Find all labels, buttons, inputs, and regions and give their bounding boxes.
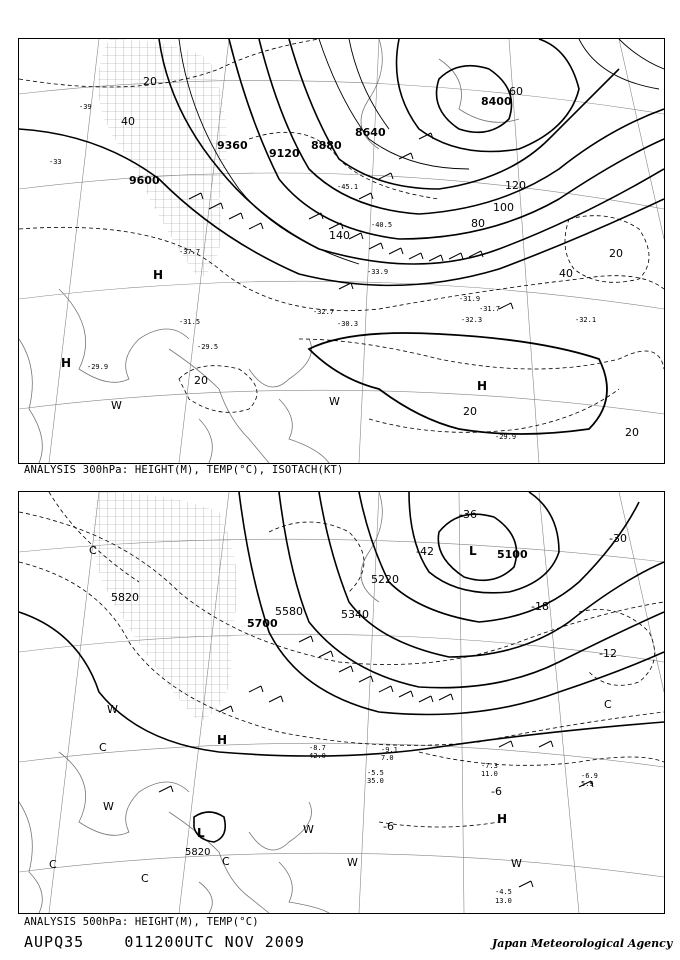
cold-center: C [89, 544, 97, 557]
height-label-9600: 9600 [129, 174, 160, 187]
station-temp: -8.7 [309, 744, 326, 752]
temp-label: -45.1 [337, 183, 359, 191]
temp-label-neg42: -42 [416, 545, 434, 558]
map-300hpa-svg [19, 39, 664, 463]
low-center: L [197, 826, 205, 840]
high-center: H [477, 379, 488, 393]
cold-center: C [99, 741, 107, 754]
hatched-area [92, 492, 237, 722]
temp-label-neg12: -12 [599, 647, 617, 660]
height-label-5100: 5100 [497, 548, 528, 561]
height-label-8640: 8640 [355, 126, 386, 139]
station-dewpoint: 11.0 [481, 770, 498, 778]
station-dewpoint: 5.9 [581, 780, 594, 788]
warm-center: W [347, 856, 358, 869]
map-500hpa-svg [19, 492, 664, 913]
temp-label: -32.1 [575, 316, 597, 324]
warm-center: W [111, 399, 122, 412]
isotach-label-20c: 20 [194, 374, 208, 387]
isotach-label-120: 120 [505, 179, 526, 192]
temp-label: -29.5 [197, 343, 219, 351]
temp-label: -39 [79, 103, 92, 111]
temp-label: -32.7 [313, 308, 335, 316]
isotach-label-140: 140 [329, 229, 350, 242]
height-label-5820: 5820 [111, 591, 139, 604]
isotach-label-60: 60 [509, 85, 523, 98]
isotach-label-20d: 20 [463, 405, 477, 418]
warm-center: W [107, 703, 118, 716]
high-center: H [61, 356, 72, 370]
temp-label: -31.5 [179, 318, 201, 326]
height-label-5220: 5220 [371, 573, 399, 586]
warm-center: W [329, 395, 340, 408]
temp-label: -30.3 [337, 320, 359, 328]
agency-name: Japan Meteorological Agency [492, 937, 673, 950]
temp-label: -40.5 [371, 221, 393, 229]
warm-center: W [103, 800, 114, 813]
temp-label-neg36: -36 [459, 508, 477, 521]
height-label-9120: 9120 [269, 147, 300, 160]
isotach-label-20b: 20 [609, 247, 623, 260]
isotach-label-40: 40 [121, 115, 135, 128]
station-labels [309, 744, 598, 905]
temp-label: -29.9 [87, 363, 109, 371]
station-temp: -9.1 [381, 746, 398, 754]
high-center: H [497, 812, 508, 826]
height-label-8400: 8400 [481, 95, 512, 108]
temp-label: -31.7 [479, 305, 501, 313]
height-label-5340: 5340 [341, 608, 369, 621]
isotach-label-20e: 20 [625, 426, 639, 439]
cold-center: C [604, 698, 612, 711]
station-dewpoint: 13.0 [495, 897, 512, 905]
station-temp: -7.3 [481, 762, 498, 770]
height-label-5700: 5700 [247, 617, 278, 630]
station-dewpoint: 35.0 [367, 777, 384, 785]
temp-label-neg6: -6 [491, 785, 502, 798]
isotachs [179, 39, 664, 264]
isotherm-values [194, 247, 639, 439]
height-label-8880: 8880 [311, 139, 342, 152]
station-dewpoint: 7.0 [381, 754, 394, 762]
warm-center: W [511, 857, 522, 870]
temp-label: -31.9 [459, 295, 481, 303]
temp-label: -33 [49, 158, 62, 166]
temp-label: -33.9 [367, 268, 389, 276]
high-center: H [217, 733, 228, 747]
warm-center: W [303, 823, 314, 836]
temp-label: -29.9 [495, 433, 517, 441]
isotach-label-20: 20 [143, 75, 157, 88]
caption-500hpa: ANALYSIS 500hPa: HEIGHT(M), TEMP(°C) [24, 916, 259, 928]
height-label-9360: 9360 [217, 139, 248, 152]
coastlines [19, 39, 519, 463]
temp-label-neg30: -30 [609, 532, 627, 545]
isotach-label-80: 80 [471, 217, 485, 230]
height-label-5580: 5580 [275, 605, 303, 618]
cold-center: C [141, 872, 149, 885]
station-temp: -4.5 [495, 888, 512, 896]
cold-center: C [222, 855, 230, 868]
high-pressure-contour [309, 333, 607, 434]
high-center: H [153, 268, 164, 282]
chart-identifier [24, 933, 305, 951]
map-300hpa [18, 38, 665, 464]
station-temp: -5.5 [367, 769, 384, 777]
isotach-label-40b: 40 [559, 267, 573, 280]
low-center: L [469, 544, 477, 558]
chart-code: AUPQ35 [24, 933, 85, 951]
cold-center: C [49, 858, 57, 871]
temp-label-neg6b: -6 [383, 820, 394, 833]
isotach-label-100: 100 [493, 201, 514, 214]
station-temp: -6.9 [581, 772, 598, 780]
temp-label-neg18: -18 [531, 600, 549, 613]
temp-label: -32.3 [461, 316, 483, 324]
map-500hpa [18, 491, 665, 914]
hatched-area [98, 39, 227, 279]
height-label-5820-low: 5820 [185, 847, 211, 858]
caption-300hpa: ANALYSIS 300hPa: HEIGHT(M), TEMP(°C), ISOTACH(KT) [24, 464, 344, 476]
temp-label: -37.7 [179, 248, 201, 256]
station-dewpoint: 42.0 [309, 752, 326, 760]
chart-datetime: 011200UTC NOV 2009 [124, 933, 305, 951]
